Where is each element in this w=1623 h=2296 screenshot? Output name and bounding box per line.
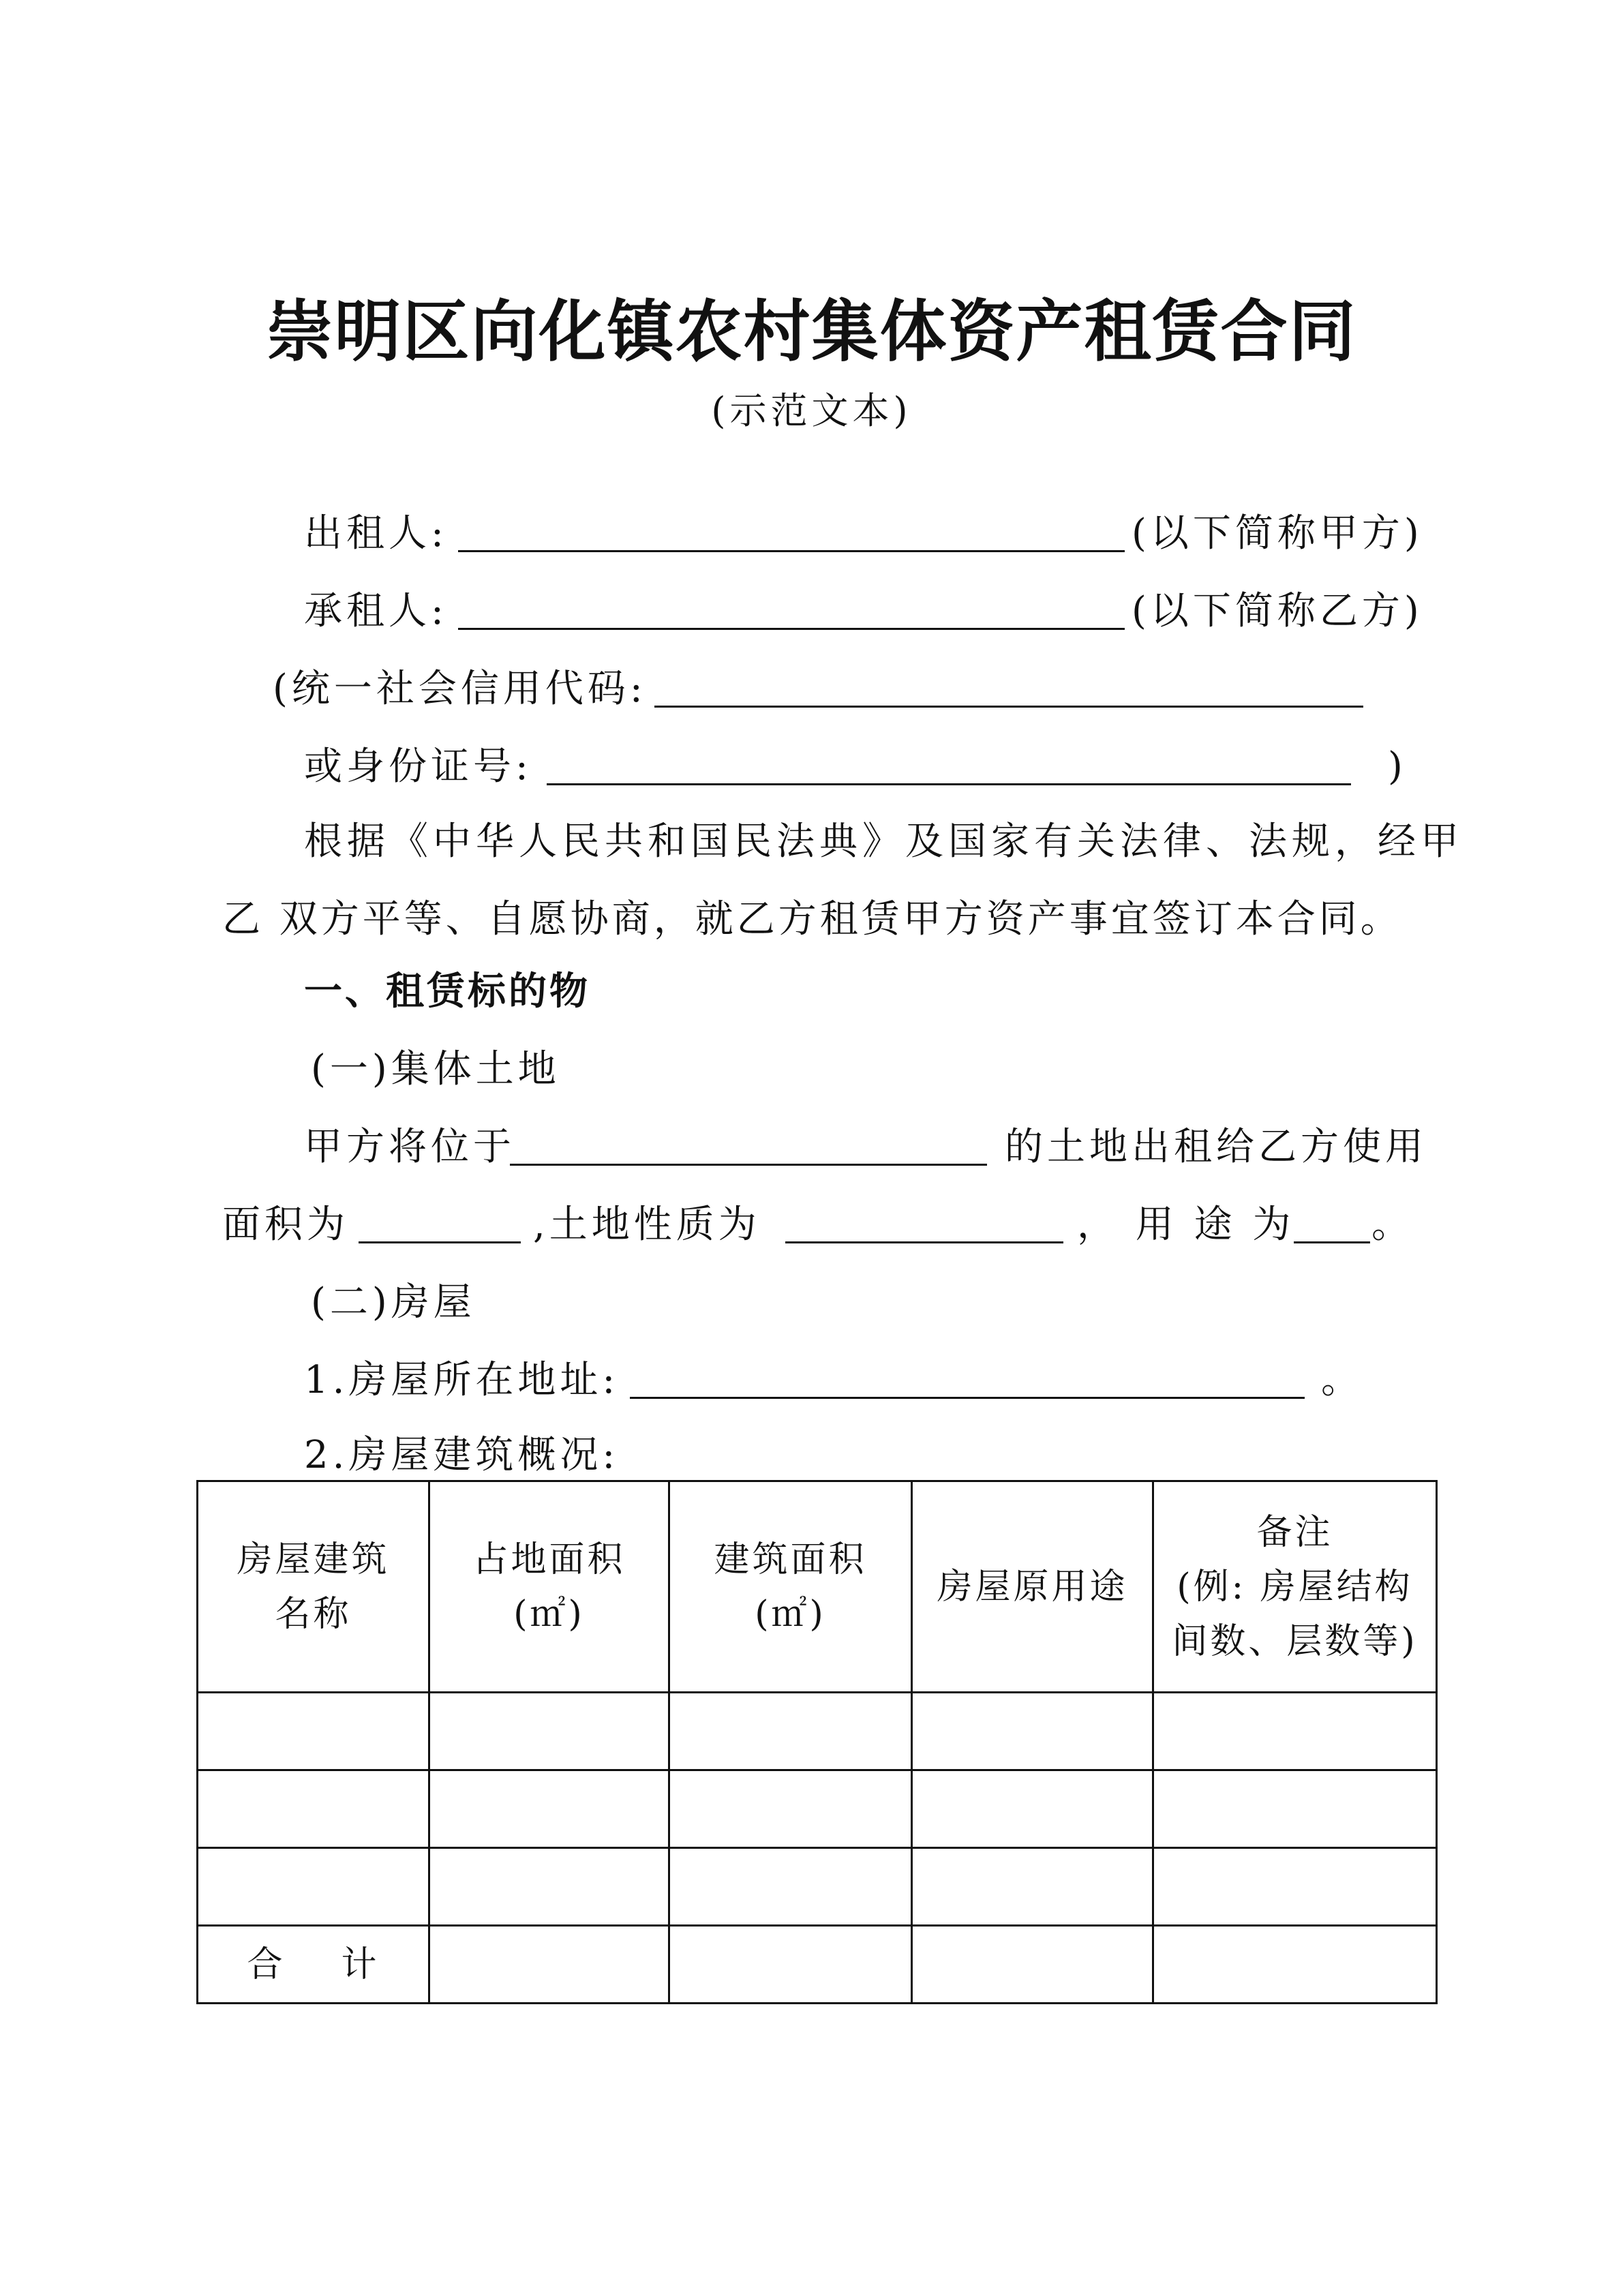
header-building-name: 房屋建筑 名称 <box>198 1481 429 1693</box>
table-row <box>198 1770 1437 1848</box>
table-cell[interactable] <box>669 1926 912 2004</box>
id-close: ) <box>1388 744 1407 789</box>
table-cell[interactable] <box>1153 1770 1437 1848</box>
header-original-use: 房屋原用途 <box>912 1481 1153 1693</box>
id-blank[interactable] <box>547 783 1351 785</box>
lessee-suffix: (以下简称乙方) <box>1132 589 1423 633</box>
header-remarks: 备注 (例: 房屋结构 间数、层数等) <box>1153 1481 1437 1693</box>
table-cell[interactable] <box>1153 1926 1437 2004</box>
table-total-row <box>198 1926 1437 2004</box>
land-line-2-end: 。 <box>1371 1203 1414 1247</box>
table-cell[interactable] <box>1153 1848 1437 1926</box>
land-use-label: ， 用 途 为 <box>1077 1203 1295 1247</box>
table-cell[interactable] <box>198 1848 429 1926</box>
land-use-blank[interactable] <box>1294 1241 1370 1243</box>
preamble-line-1: 根据《中华人民共和国民法典》及国家有关法律、法规，经甲 <box>304 819 1463 864</box>
table-cell[interactable] <box>429 1926 669 2004</box>
land-line-1-start: 甲方将位于 <box>304 1125 515 1169</box>
table-row <box>198 1693 1437 1770</box>
lessor-label: 出租人: <box>304 511 448 556</box>
lessee-label: 承租人: <box>304 589 448 633</box>
table-cell[interactable] <box>912 1848 1153 1926</box>
house-overview-label: 2.房屋建筑概况: <box>304 1433 620 1477</box>
table-cell[interactable] <box>669 1770 912 1848</box>
land-area-blank[interactable] <box>359 1241 521 1243</box>
section-1-heading: 一、租赁标的物 <box>304 969 590 1014</box>
table-cell[interactable] <box>198 1693 429 1770</box>
land-nature-blank[interactable] <box>785 1241 1063 1243</box>
table-cell[interactable] <box>198 1770 429 1848</box>
header-floor-area: 建筑面积 (㎡) <box>669 1481 912 1693</box>
document-title: 崇明区向化镇农村集体资产租赁合同 <box>266 293 1357 371</box>
house-address-blank[interactable] <box>630 1397 1305 1399</box>
subsection-house-heading: (二)房屋 <box>311 1280 476 1325</box>
table-cell[interactable] <box>669 1848 912 1926</box>
table-cell[interactable] <box>429 1693 669 1770</box>
total-label: 合 计 <box>198 1926 429 2004</box>
table-cell[interactable] <box>912 1693 1153 1770</box>
land-location-blank[interactable] <box>510 1164 987 1166</box>
table-row <box>198 1848 1437 1926</box>
id-label: 或身份证号: <box>304 744 532 789</box>
land-area-label: 面积为 <box>222 1203 349 1247</box>
subsection-land-heading: (一)集体土地 <box>311 1047 560 1091</box>
table-cell[interactable] <box>429 1848 669 1926</box>
credit-code-label: (统一社会信用代码: <box>273 667 647 711</box>
lessee-blank[interactable] <box>458 628 1125 630</box>
credit-code-blank[interactable] <box>654 706 1363 708</box>
lessor-blank[interactable] <box>458 550 1125 552</box>
table-cell[interactable] <box>669 1693 912 1770</box>
table-cell[interactable] <box>912 1926 1153 2004</box>
lessor-suffix: (以下简称甲方) <box>1132 511 1423 556</box>
house-address-end: 。 <box>1321 1358 1363 1402</box>
land-nature-label: ,土地性质为 <box>533 1203 761 1247</box>
table-cell[interactable] <box>912 1770 1153 1848</box>
house-address-label: 1.房屋所在地址: <box>304 1358 620 1402</box>
land-line-1-end: 的土地出租给乙方使用 <box>1005 1125 1427 1169</box>
house-overview-table <box>196 1480 1438 2004</box>
table-header-row <box>198 1481 1437 1693</box>
header-land-area: 占地面积 (㎡) <box>429 1481 669 1693</box>
table-cell[interactable] <box>1153 1693 1437 1770</box>
preamble-line-2: 乙 双方平等、自愿协商，就乙方租赁甲方资产事宜签订本合同。 <box>222 897 1402 941</box>
table-cell[interactable] <box>429 1770 669 1848</box>
document-subtitle: (示范文本) <box>711 389 912 432</box>
